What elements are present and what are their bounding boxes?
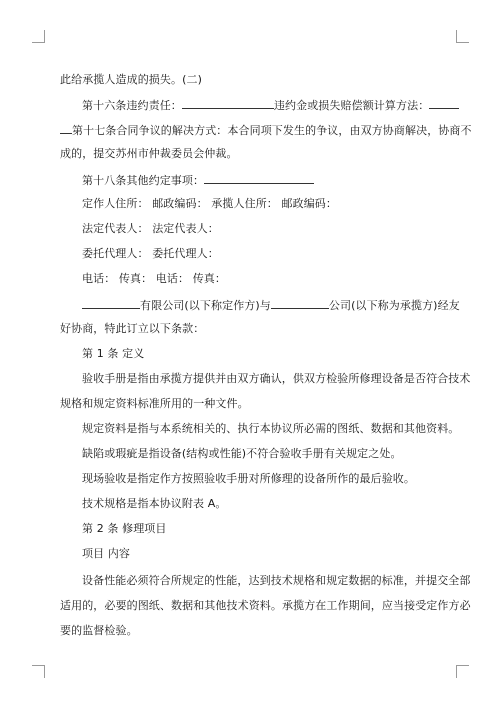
text-line: 项目 内容 xyxy=(82,547,130,560)
fill-in-blank xyxy=(82,297,140,309)
text-segment: 第十七条合同争议的解决方式：本合同项下发生的争议，由双方协商解决，协商不 xyxy=(72,124,472,137)
text-line: 适用的，必要的图纸、数据和其他技术资料。承揽方在工作期间，应当接受定作方必 xyxy=(60,599,471,612)
text-line: 验收手册是指由承揽方提供并由双方确认，供双方检验所修理设备是否符合技术 xyxy=(82,372,471,385)
text-segment: 第十八条其他约定事项： xyxy=(82,174,205,187)
fill-in-blank xyxy=(204,172,314,184)
parties-line xyxy=(82,297,462,313)
text-line: 法定代表人： 法定代表人： xyxy=(82,222,219,235)
text-line: 定作人住所： 邮政编码： 承揽人住所： 邮政编码： xyxy=(82,197,337,210)
text-line: 好协商，特此订立以下条款： xyxy=(60,322,205,335)
crop-mark-bottom-left xyxy=(32,665,45,678)
text-line: 规格和规定资料标准所用的一种文件。 xyxy=(60,397,249,410)
text-line: 现场验收是指定作方按照验收手册对所修理的设备所作的最后验收。 xyxy=(82,472,415,485)
crop-mark-top-right xyxy=(456,30,469,43)
fill-in-blank xyxy=(429,97,459,109)
text-line: 要的监督检验。 xyxy=(60,624,138,637)
text-line: 缺陷或瑕疵是指设备(结构或性能)不符合验收手册有关规定之处。 xyxy=(82,447,402,460)
section-heading: 第 2 条 修理项目 xyxy=(82,522,167,535)
text-segment: 公司(以下称为承揽方)经友 xyxy=(328,299,460,312)
fill-in-blank xyxy=(271,297,329,309)
text-segment: 第十六条违约责任： xyxy=(82,99,182,112)
text-line: 规定资料是指与本系统相关的、执行本协议所必需的图纸、数据和其他资料。 xyxy=(82,422,460,435)
text-line: 电话： 传真： 电话： 传真： xyxy=(82,272,226,285)
article-17-line xyxy=(60,122,472,138)
text-line: 成的，提交苏州市仲裁委员会仲裁。 xyxy=(60,147,238,160)
fill-in-blank xyxy=(182,97,274,109)
text-segment: 有限公司(以下称定作方)与 xyxy=(140,299,271,312)
text-line: 技术规格是指本协议附表 A。 xyxy=(82,497,227,510)
article-18-line xyxy=(82,172,462,188)
text-line: 此给承揽人造成的损失。(二) xyxy=(60,73,202,86)
crop-mark-top-left xyxy=(32,30,45,43)
fill-in-blank xyxy=(60,122,72,134)
section-heading: 第 1 条 定义 xyxy=(82,347,145,360)
text-line: 委托代理人： 委托代理人： xyxy=(82,247,219,260)
text-segment: 违约金或损失赔偿额计算方法： xyxy=(273,99,430,112)
crop-mark-bottom-right xyxy=(456,665,469,678)
text-line: 设备性能必须符合所规定的性能，达到技术规格和规定数据的标准，并提交全部 xyxy=(82,574,471,587)
article-16-line xyxy=(82,97,462,113)
